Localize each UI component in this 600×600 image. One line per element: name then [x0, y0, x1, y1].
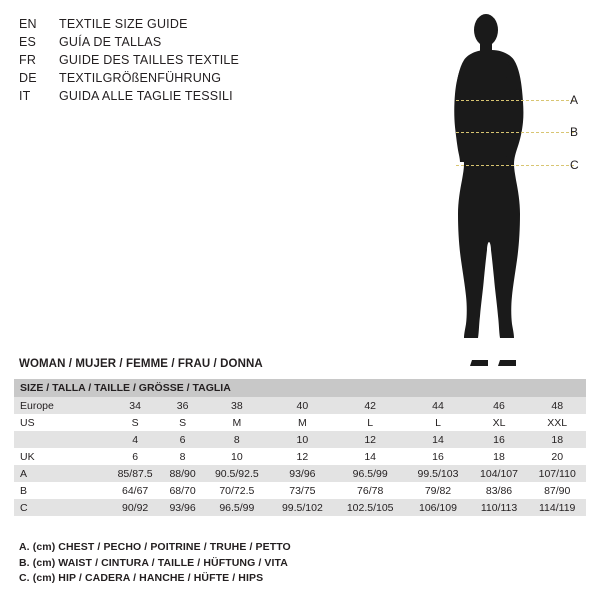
table-row	[14, 448, 586, 465]
cell: 104/107	[470, 465, 529, 482]
cell: M	[271, 414, 334, 431]
cell: 93/96	[271, 465, 334, 482]
cell: 14	[406, 431, 469, 448]
measure-label-b: B	[570, 125, 579, 139]
cell: 14	[334, 448, 406, 465]
cell: 16	[406, 448, 469, 465]
cell: 90.5/92.5	[203, 465, 271, 482]
language-text-de: TEXTILGRÖßENFÜHRUNG	[59, 71, 222, 85]
cell: XXL	[528, 414, 586, 431]
language-row-es	[19, 35, 349, 53]
cell: 10	[271, 431, 334, 448]
row-label-uk: UK	[14, 448, 108, 465]
language-text-es: GUÍA DE TALLAS	[59, 35, 162, 49]
cell: 96.5/99	[334, 465, 406, 482]
cell: 38	[203, 397, 271, 414]
language-code-es: ES	[19, 35, 37, 49]
cell: 88/90	[162, 465, 203, 482]
language-code-fr: FR	[19, 53, 37, 67]
cell: 87/90	[528, 482, 586, 499]
cell: 93/96	[162, 499, 203, 516]
cell: 6	[108, 448, 162, 465]
note-b: B. (cm) WAIST / CINTURA / TAILLE / HÜFTUNG / VITA	[19, 556, 288, 569]
cell: 68/70	[162, 482, 203, 499]
table-row	[14, 431, 586, 448]
cell: S	[162, 414, 203, 431]
cell: 114/119	[528, 499, 586, 516]
cell: 36	[162, 397, 203, 414]
cell: 46	[470, 397, 529, 414]
cell: 83/86	[470, 482, 529, 499]
note-a: A. (cm) CHEST / PECHO / POITRINE / TRUHE / PETTO	[19, 541, 291, 553]
table-row	[14, 482, 586, 499]
female-silhouette-icon	[430, 8, 590, 368]
language-code-it: IT	[19, 89, 31, 103]
language-row-it	[19, 89, 349, 107]
cell: 8	[162, 448, 203, 465]
cell: 70/72.5	[203, 482, 271, 499]
table-row	[14, 397, 586, 414]
cell: 34	[108, 397, 162, 414]
language-list	[19, 17, 349, 107]
measurement-notes	[19, 540, 499, 587]
measure-line-b	[456, 132, 574, 133]
cell: 12	[271, 448, 334, 465]
cell: 4	[108, 431, 162, 448]
row-label-us-numeric	[14, 431, 108, 448]
cell: 107/110	[528, 465, 586, 482]
language-row-fr	[19, 53, 349, 71]
cell: XL	[470, 414, 529, 431]
cell: 96.5/99	[203, 499, 271, 516]
table-row	[14, 414, 586, 431]
cell: 90/92	[108, 499, 162, 516]
language-text-fr: GUIDE DES TAILLES TEXTILE	[59, 53, 240, 67]
row-label-us: US	[14, 414, 108, 431]
size-table	[14, 379, 586, 516]
cell: 8	[203, 431, 271, 448]
cell: 102.5/105	[334, 499, 406, 516]
cell: 110/113	[470, 499, 529, 516]
language-code-en: EN	[19, 17, 37, 31]
table-row	[14, 465, 586, 482]
row-label-b: B	[14, 482, 108, 499]
cell: 42	[334, 397, 406, 414]
cell: 106/109	[406, 499, 469, 516]
cell: 85/87.5	[108, 465, 162, 482]
cell: S	[108, 414, 162, 431]
body-figure	[430, 8, 590, 368]
cell: 44	[406, 397, 469, 414]
note-c: C. (cm) HIP / CADERA / HANCHE / HÜFTE / HIPS	[19, 572, 264, 584]
cell: L	[334, 414, 406, 431]
row-label-europe: Europe	[14, 397, 108, 414]
language-code-de: DE	[19, 71, 37, 85]
cell: L	[406, 414, 469, 431]
table-row	[14, 499, 586, 516]
section-title-woman: WOMAN / MUJER / FEMME / FRAU / DONNA	[19, 358, 263, 370]
cell: 99.5/103	[406, 465, 469, 482]
cell: 64/67	[108, 482, 162, 499]
cell: 12	[334, 431, 406, 448]
cell: 99.5/102	[271, 499, 334, 516]
cell: 76/78	[334, 482, 406, 499]
cell: 18	[528, 431, 586, 448]
cell: 20	[528, 448, 586, 465]
row-label-c: C	[14, 499, 108, 516]
cell: 79/82	[406, 482, 469, 499]
measure-label-a: A	[570, 93, 579, 107]
cell: 18	[470, 448, 529, 465]
cell: 16	[470, 431, 529, 448]
language-text-en: TEXTILE SIZE GUIDE	[59, 17, 188, 31]
measure-line-c	[456, 165, 574, 166]
table-header-row	[14, 379, 586, 397]
table-header-label: SIZE / TALLA / TAILLE / GRÖSSE / TAGLIA	[14, 379, 586, 397]
language-text-it: GUIDA ALLE TAGLIE TESSILI	[59, 89, 233, 103]
row-label-a: A	[14, 465, 108, 482]
measure-line-a	[456, 100, 574, 101]
cell: 10	[203, 448, 271, 465]
measure-label-c: C	[570, 158, 579, 172]
cell: 48	[528, 397, 586, 414]
cell: 40	[271, 397, 334, 414]
cell: M	[203, 414, 271, 431]
cell: 6	[162, 431, 203, 448]
language-row-de	[19, 71, 349, 89]
cell: 73/75	[271, 482, 334, 499]
language-row-en	[19, 17, 349, 35]
